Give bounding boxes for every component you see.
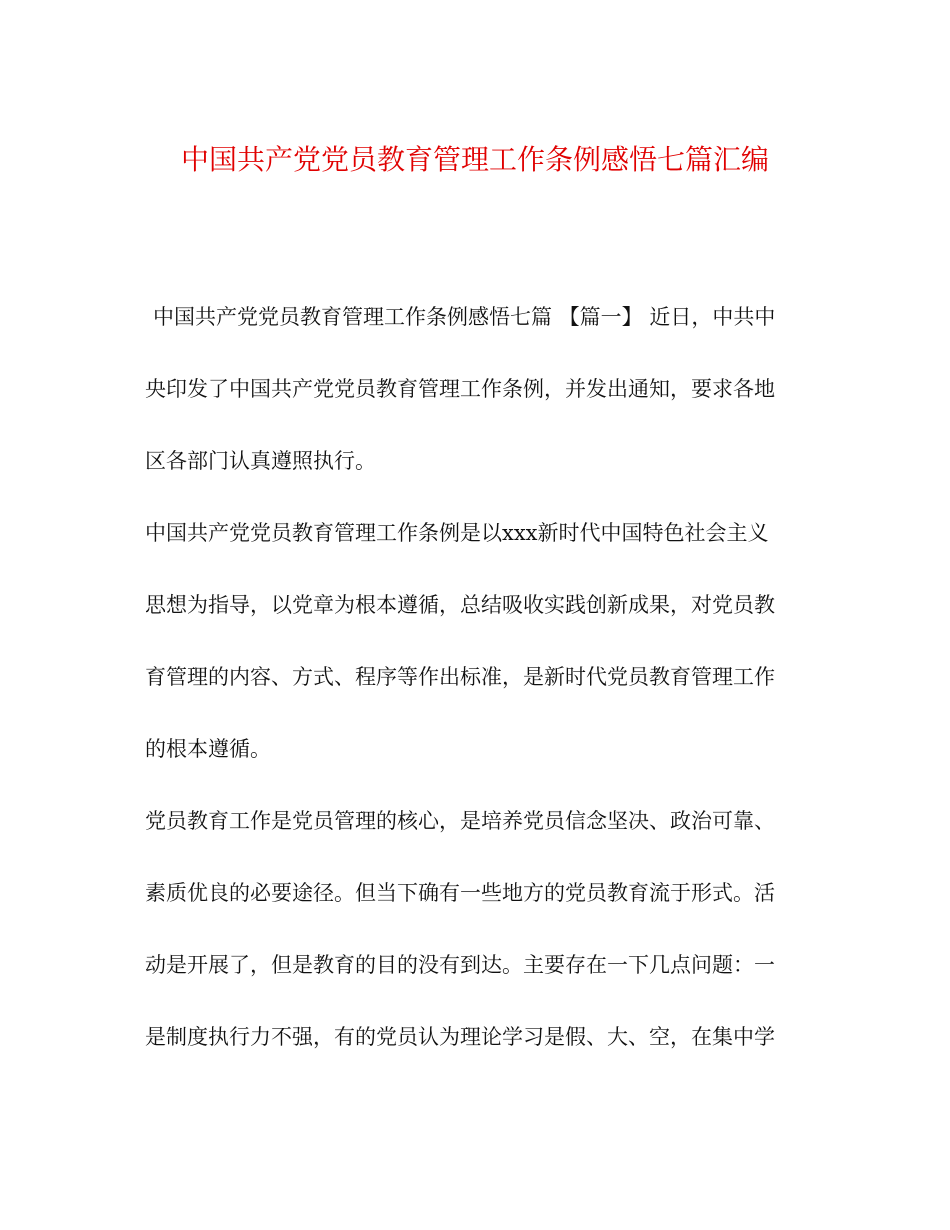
body-line-8: 党员教育工作是党员管理的核心，是培养党员信念坚决、政治可靠、 [145,809,775,833]
body-line-1: 中国共产党党员教育管理工作条例感悟七篇 【篇一】 近日，中共中 [153,305,776,329]
body-line-4: 中国共产党党员教育管理工作条例是以xxx新时代中国特色社会主义 [145,521,769,545]
document-title: 中国共产党党员教育管理工作条例感悟七篇汇编 [180,143,769,176]
body-line-10: 动是开展了，但是教育的目的没有到达。主要存在一下几点问题：一 [145,953,775,977]
body-line-11: 是制度执行力不强，有的党员认为理论学习是假、大、空，在集中学 [145,1025,775,1049]
body-line-6: 育管理的内容、方式、程序等作出标准，是新时代党员教育管理工作 [145,665,775,689]
body-line-7: 的根本遵循。 [145,737,271,761]
body-line-9: 素质优良的必要途径。但当下确有一些地方的党员教育流于形式。活 [145,881,775,905]
body-line-2: 央印发了中国共产党党员教育管理工作条例，并发出通知，要求各地 [145,377,775,401]
document-body [145,295,805,1087]
body-line-5: 思想为指导，以党章为根本遵循，总结吸收实践创新成果，对党员教 [145,593,775,617]
body-line-3: 区各部门认真遵照执行。 [145,449,376,473]
